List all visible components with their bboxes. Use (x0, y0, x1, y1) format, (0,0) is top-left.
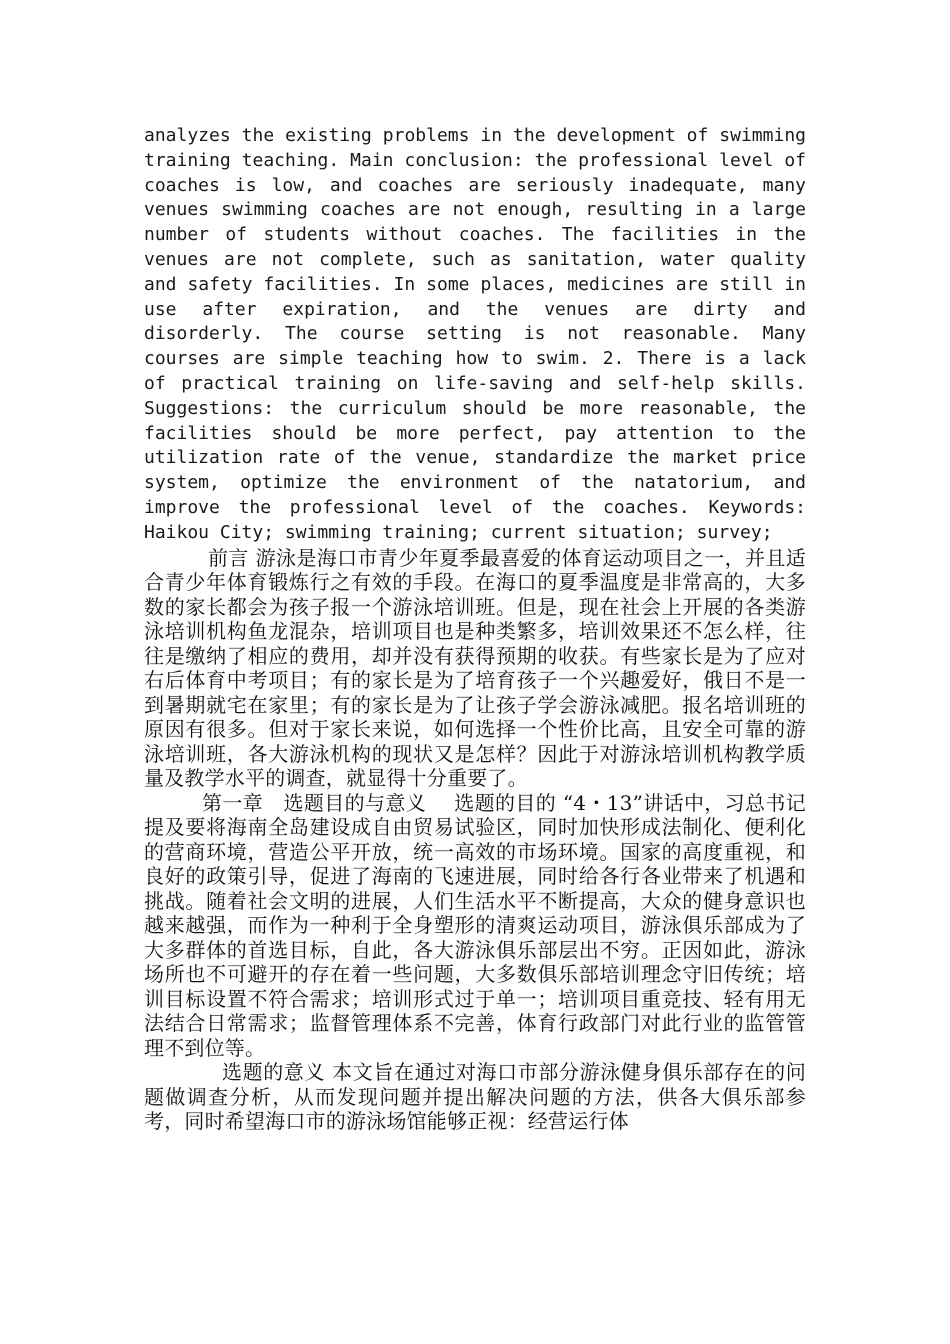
chapter1-heading: 第一章 选题目的与意义 (202, 790, 427, 815)
preface-paragraph (144, 546, 806, 791)
chapter1-paragraph (144, 791, 806, 1061)
significance-paragraph (144, 1060, 806, 1134)
document-page (144, 124, 806, 1134)
english-abstract-text: analyzes the existing problems in the development of swimming training teaching. Main conclusion: the professional level of coaches is low, and coaches are seriously inadequate, many venues swimming coaches are not enough, resulting in a large number of students without coaches. The facilities in the venues are not complete, such as sanitation, water quality and safety facilities. In some places, medicines are still in use after expiration, and the venues are dirty and disorderly. The course setting is not reasonable. Many courses are simple teaching how to swim. 2. There is a lack of practical training on life-saving and self-help skills. Suggestions: the curriculum should be more reasonable, the facilities should be more perfect, pay attention to the utilization rate of the venue, standardize the market price system, optimize the environment of the natatorium, and improve the professional level of the coaches. Keywords: Haikou City; swimming training; current situation; survey; (144, 125, 806, 543)
significance-text: 本文旨在通过对海口市部分游泳健身俱乐部存在的问题做调查分析，从而发现问题并提出解决问题的方法，供各大俱乐部参考，同时希望海口市的游泳场馆能够正视：经营运行体 (144, 1060, 807, 1134)
preface-text: 游泳是海口市青少年夏季最喜爱的体育运动项目之一，并且适合青少年体育锻炼行之有效的手段。在海口的夏季温度是非常高的，大多数的家长都会为孩子报一个游泳培训班。但是，现在社会上开展的各类游泳培训机构鱼龙混杂，培训项目也是种类繁多，培训效果还不怎么样，往往是缴纳了相应的费用，却并没有获得预期的收获。有些家长是为了应对右后体育中考项目；有的家长是为了培育孩子一个兴趣爱好，俄日不是一到暑期就宅在家里；有的家长是为了让孩子学会游泳减肥。报名培训班的原因有很多。但对于家长来说，如何选择一个性价比高，且安全可靠的游泳培训班，各大游泳机构的现状又是怎样？因此于对游泳培训机构教学质量及教学水平的调查，就显得十分重要了。 (144, 545, 807, 791)
english-abstract-paragraph (144, 124, 806, 546)
significance-heading: 选题的意义 (222, 1060, 326, 1085)
preface-heading: 前言 (208, 545, 249, 570)
chapter1-text: “4・13”讲话中，习总书记提及要将海南全岛建设成自由贸易试验区，同时加快形成法制化、便利化的营商环境，营造公平开放，统一高效的市场环境。国家的高度重视，和良好的政策引导，促进了海南的飞速进展，同时给各行各业带来了机遇和挑战。随着社会文明的进展，人们生活水平不断提高，大众的健身意识也越来越强，而作为一种利于全身塑形的清爽运动项目，游泳俱乐部成为了大多群体的首选目标，自此，各大游泳俱乐部层出不穷。正因如此，游泳场所也不可避开的存在着一些问题，大多数俱乐部培训理念守旧传统；培训目标设置不符合需求；培训形式过于单一；培训项目重竞技、轻有用无法结合日常需求；监督管理体系不完善，体育行政部门对此行业的监管管理不到位等。 (144, 790, 806, 1060)
chapter1-subheading: 选题的目的 (454, 790, 557, 815)
